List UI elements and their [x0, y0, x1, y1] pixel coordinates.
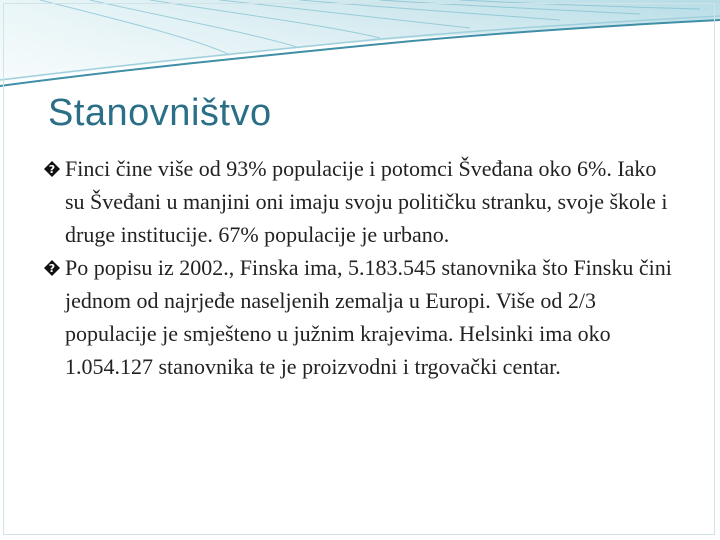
svg-text:?: ? — [48, 262, 56, 275]
slide-title: Stanovništvo — [48, 92, 272, 134]
replacement-char-icon — [44, 161, 60, 177]
content-body — [40, 152, 680, 383]
replacement-char-icon — [44, 260, 60, 276]
paragraph-popis — [40, 251, 680, 383]
paragraph-finci — [40, 152, 680, 251]
svg-text:?: ? — [48, 163, 56, 176]
paragraph-text: Po popisu iz 2002., Finska ima, 5.183.545 stanovnika što Finsku čini jednom od najrjeđe naseljenih zemalja u Europi. Više od 2/3 populacije je smješteno u južnim krajevima. Helsinki ima oko 1.054.127 stanovnika te je proizvodni i trgovački centar. — [65, 255, 672, 379]
paragraph-text: Finci čine više od 93% populacije i potomci Šveđana oko 6%. Iako su Šveđani u manjini oni imaju svoju političku stranku, svoje škole i druge institucije. 67% populacije je urbano. — [65, 156, 668, 247]
